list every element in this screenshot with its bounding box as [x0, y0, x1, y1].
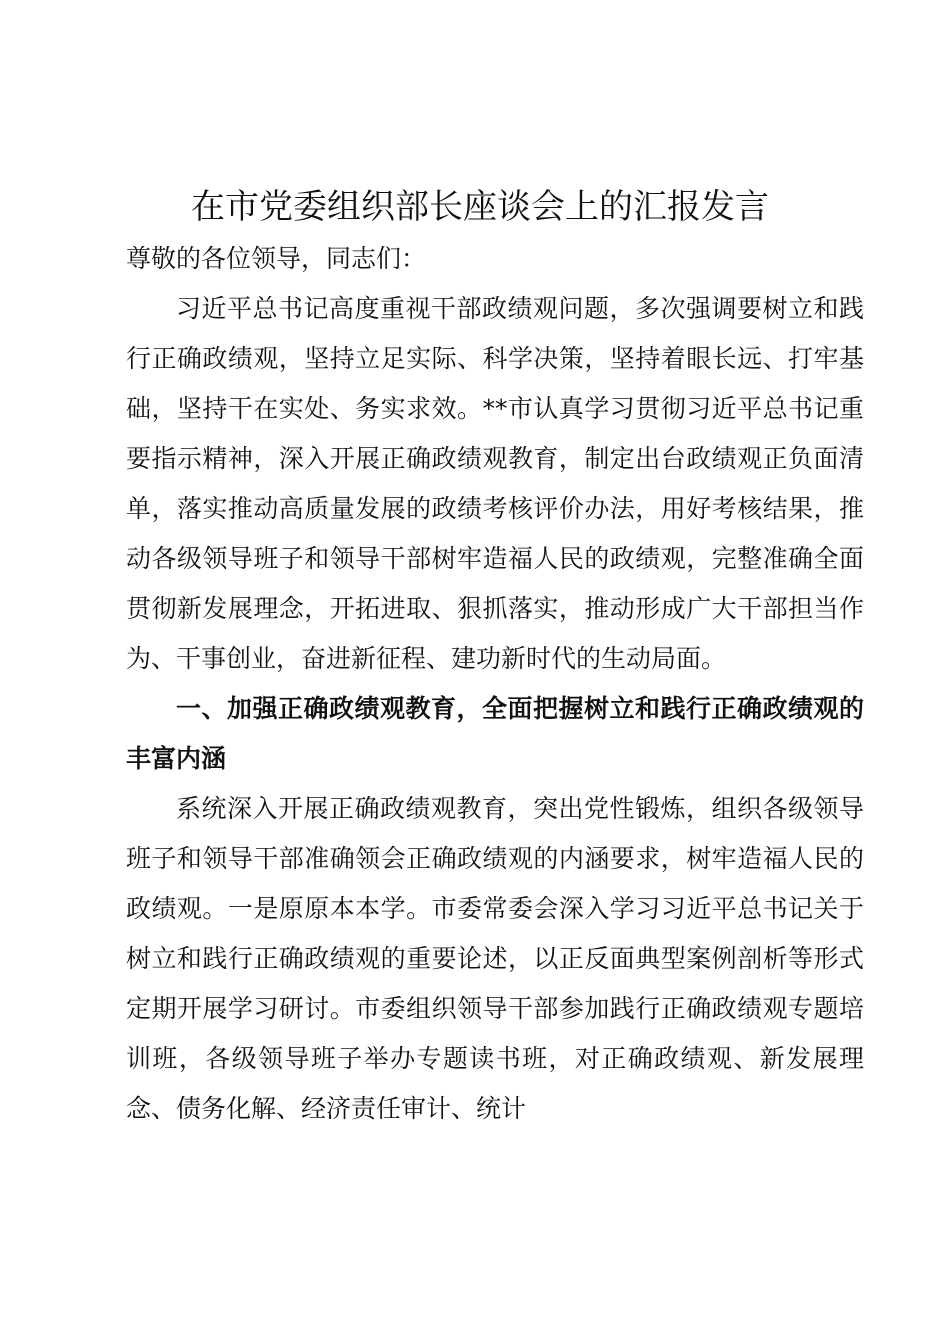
paragraph-intro: 习近平总书记高度重视干部政绩观问题，多次强调要树立和践行正确政绩观，坚持立足实际、科学决策，坚持着眼长远、打牢基础，坚持干在实处、务实求效。**市认真学习贯彻习近平总书记重要指示精神，深入开展正确政绩观教育，制定出台政绩观正负面清单，落实推动高质量发展的政绩考核评价办法，用好考核结果，推动各级领导班子和领导干部树牢造福人民的政绩观，完整准确全面贯彻新发展理念，开拓进取、狠抓落实，推动形成广大干部担当作为、干事创业，奋进新征程、建功新时代的生动局面。	[126, 294, 864, 673]
salutation: 尊敬的各位领导，同志们：	[126, 244, 427, 273]
document-body	[126, 234, 864, 1134]
section-heading-1: 一、加强正确政绩观教育，全面把握树立和践行正确政绩观的丰富内涵	[126, 694, 864, 773]
document-title: 在市党委组织部长座谈会上的汇报发言	[191, 187, 769, 227]
paragraph-section-1: 系统深入开展正确政绩观教育，突出党性锻炼，组织各级领导班子和领导干部准确领会正确政绩观的内涵要求，树牢造福人民的政绩观。一是原原本本学。市委常委会深入学习习近平总书记关于树立和践行正确政绩观的重要论述，以正反面典型案例剖析等形式定期开展学习研讨。市委组织领导干部参加践行正确政绩观专题培训班，各级领导班子举办专题读书班，对正确政绩观、新发展理念、债务化解、经济责任审计、统计	[126, 794, 864, 1123]
